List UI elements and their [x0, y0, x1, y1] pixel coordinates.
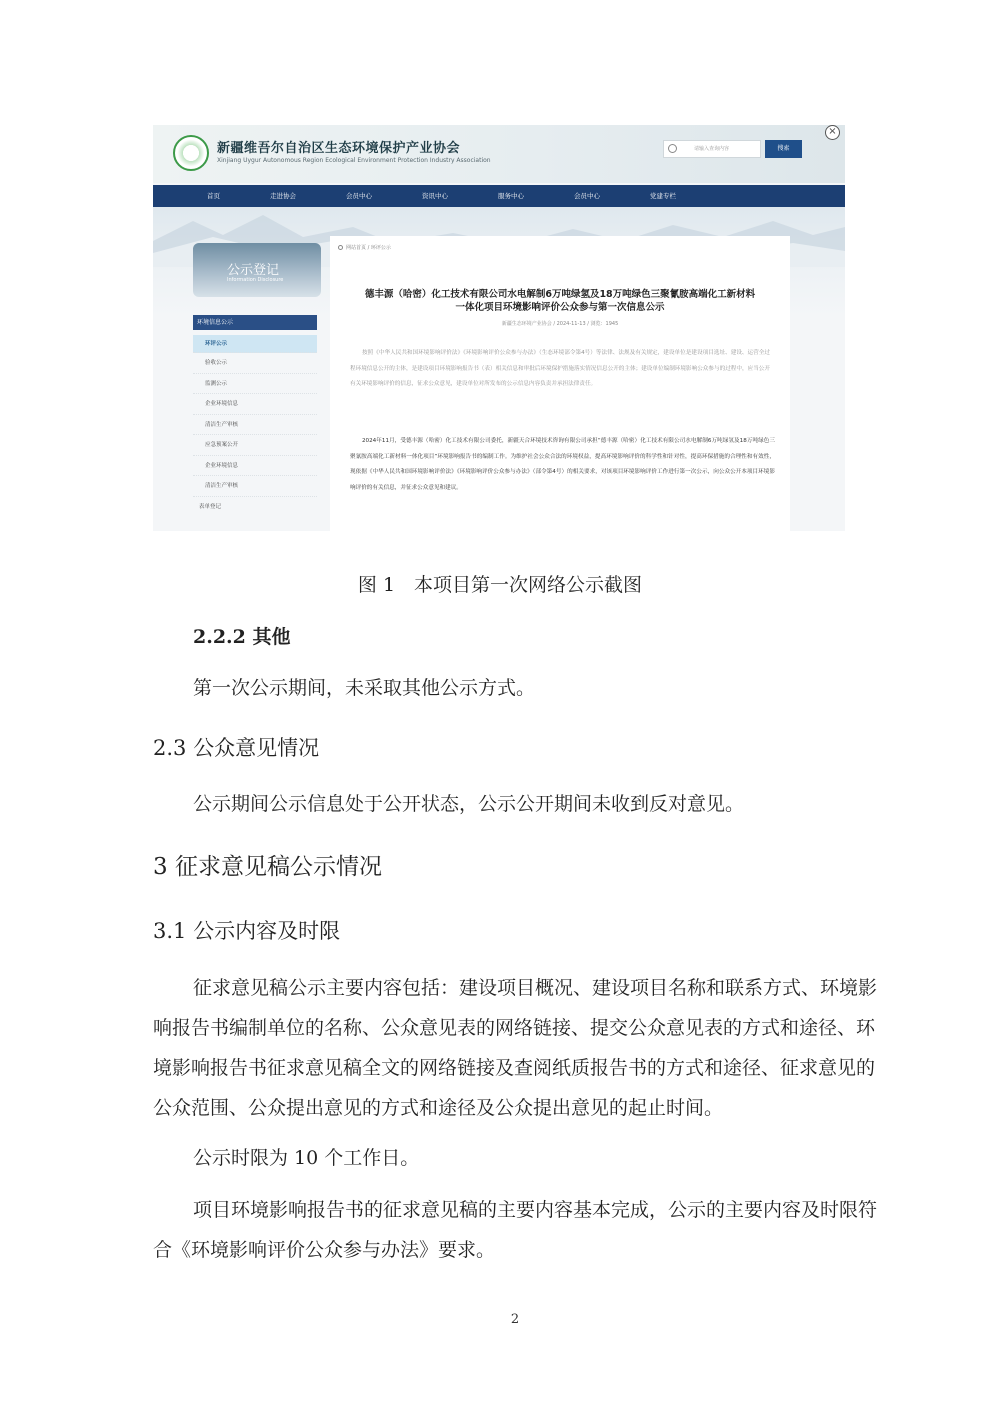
- side-item-cleaner-production[interactable]: 清洁生产审核: [193, 415, 317, 436]
- article-title-line-1: 德丰源（哈密）化工技术有限公司水电解制6万吨绿氢及18万吨绿色三聚氰胺高端化工新材料: [364, 289, 756, 300]
- nav-item-members[interactable]: 会员中心: [346, 192, 372, 200]
- location-icon: [338, 245, 343, 250]
- side-item-enterprise-info[interactable]: 企业环境信息: [193, 394, 317, 415]
- nav-item-members-2[interactable]: 会员中心: [574, 192, 600, 200]
- side-panel-subtitle: Information Disclosure: [227, 277, 284, 283]
- heading-3: 3 征求意见稿公示情况: [153, 854, 382, 880]
- side-item-cleaner-production-2[interactable]: 清洁生产审核: [193, 476, 317, 497]
- paragraph-3-1-contents: 征求意见稿公示主要内容包括：建设项目概况、建设项目名称和联系方式、环境影响报告书编制单位的名称、公众意见表的网络链接、提交公众意见表的方式和途径、环境影响报告书征求意见稿全文的网络链接及查阅纸质报告书的方式和途径、征求意见的公众范围、公众提出意见的方式和途径及公众提出意见的起止时间。: [153, 977, 878, 1119]
- side-menu: [193, 335, 317, 517]
- heading-2-3: 2.3 公众意见情况: [153, 736, 320, 760]
- side-item-monitoring[interactable]: 监测公示: [193, 374, 317, 395]
- article-paragraph-1: 按照《中华人民共和国环境影响评价法》《环境影响评价公众参与办法》（生态环境部令第4号）等法律、法规及有关规定，建设单位是建设项目选址、建设、运营全过程环境信息公开的主体，是建设项目环境影响报告书（表）相关信息和审批后环境保护措施落实情况信息公开的主体；建设单位编制环境影响公众参与的过程中，应当公开有关环境影响评价的信息，征求公众意见，建设单位对所发布的公示信息内容负责并承担法律责任。: [350, 350, 770, 387]
- search-placeholder: 请输入查询内容: [694, 146, 730, 152]
- nav-item-about[interactable]: 走进协会: [270, 192, 296, 200]
- side-menu-heading: 环境信息公示: [193, 315, 317, 330]
- article-paragraph-2: 2024年11月，受德丰源（哈密）化工技术有限公司委托，新疆天合环境技术咨询有限公司承担“德丰源（哈密）化工技术有限公司水电解制6万吨绿氢及18万吨绿色三聚氰胺高端化工新材料一体化项目”环境影响报告书的编制工作。为维护社会公众合法的环境权益，提高环境影响评价的科学性和针对性，提高环保措施的合理性和有效性，现依据《中华人民共和国环境影响评价法》《环境影响评价公众参与办法》（部令第4号）的相关要求，对该项目环境影响评价工作进行第一次公示，向公众公开本项目环境影响评价的有关信息，并征求公众意见和建议。: [350, 438, 775, 491]
- figure-caption: 图 1 本项目第一次网络公示截图: [357, 574, 643, 596]
- org-name-en: Xinjiang Uygur Autonomous Region Ecological Environment Protection Industry Association: [217, 157, 491, 164]
- breadcrumb: [338, 244, 391, 251]
- heading-2-2-2: 2.2.2 其他: [193, 626, 291, 648]
- association-logo-icon: [173, 135, 209, 171]
- nav-item-services[interactable]: 服务中心: [498, 192, 524, 200]
- paragraph-3-1-compliance: 项目环境影响报告书的征求意见稿的主要内容基本完成，公示的主要内容及时限符合《环境影响评价公众参与办法》要求。: [153, 1199, 878, 1261]
- main-nav: [153, 185, 845, 207]
- search-input[interactable]: [663, 140, 761, 158]
- nav-item-news[interactable]: 资讯中心: [422, 192, 448, 200]
- site-header: [153, 125, 845, 183]
- article-panel: [330, 236, 790, 531]
- paragraph-2-2-2: 第一次公示期间，未采取其他公示方式。: [193, 677, 536, 699]
- paragraph-3-1-duration: 公示时限为 10 个工作日。: [193, 1147, 420, 1169]
- article-title-line-2: 一体化项目环境影响评价公众参与第一次信息公示: [455, 302, 665, 313]
- nav-item-party[interactable]: 党建专栏: [650, 192, 676, 200]
- side-item-acceptance[interactable]: 验收公示: [193, 353, 317, 374]
- side-panel-banner: [193, 243, 321, 297]
- side-item-eia[interactable]: 环评公示: [193, 335, 317, 353]
- org-name-cn: 新疆维吾尔自治区生态环境保护产业协会: [217, 141, 461, 156]
- side-panel-title: 公示登记: [227, 263, 280, 278]
- search-icon: [668, 144, 677, 153]
- paragraph-2-3: 公示期间公示信息处于公开状态，公示公开期间未收到反对意见。: [193, 793, 745, 815]
- page-number: 2: [510, 1312, 520, 1327]
- side-item-form[interactable]: 表单登记: [199, 503, 222, 510]
- side-item-emergency-plan[interactable]: 应急预案公开: [193, 435, 317, 456]
- heading-3-1: 3.1 公示内容及时限: [153, 919, 341, 943]
- article-meta: 新疆生态环境产业协会 / 2024-11-13 / 浏览：1945: [501, 321, 619, 327]
- search-button[interactable]: 搜索: [765, 140, 802, 158]
- article-title: [330, 288, 790, 314]
- close-icon[interactable]: ×: [825, 125, 840, 140]
- nav-item-home[interactable]: 首页: [207, 192, 220, 200]
- side-item-enterprise-info-2[interactable]: 企业环境信息: [193, 456, 317, 477]
- breadcrumb-text: 网站首页 / 环评公示: [346, 245, 391, 251]
- website-screenshot: [153, 125, 845, 531]
